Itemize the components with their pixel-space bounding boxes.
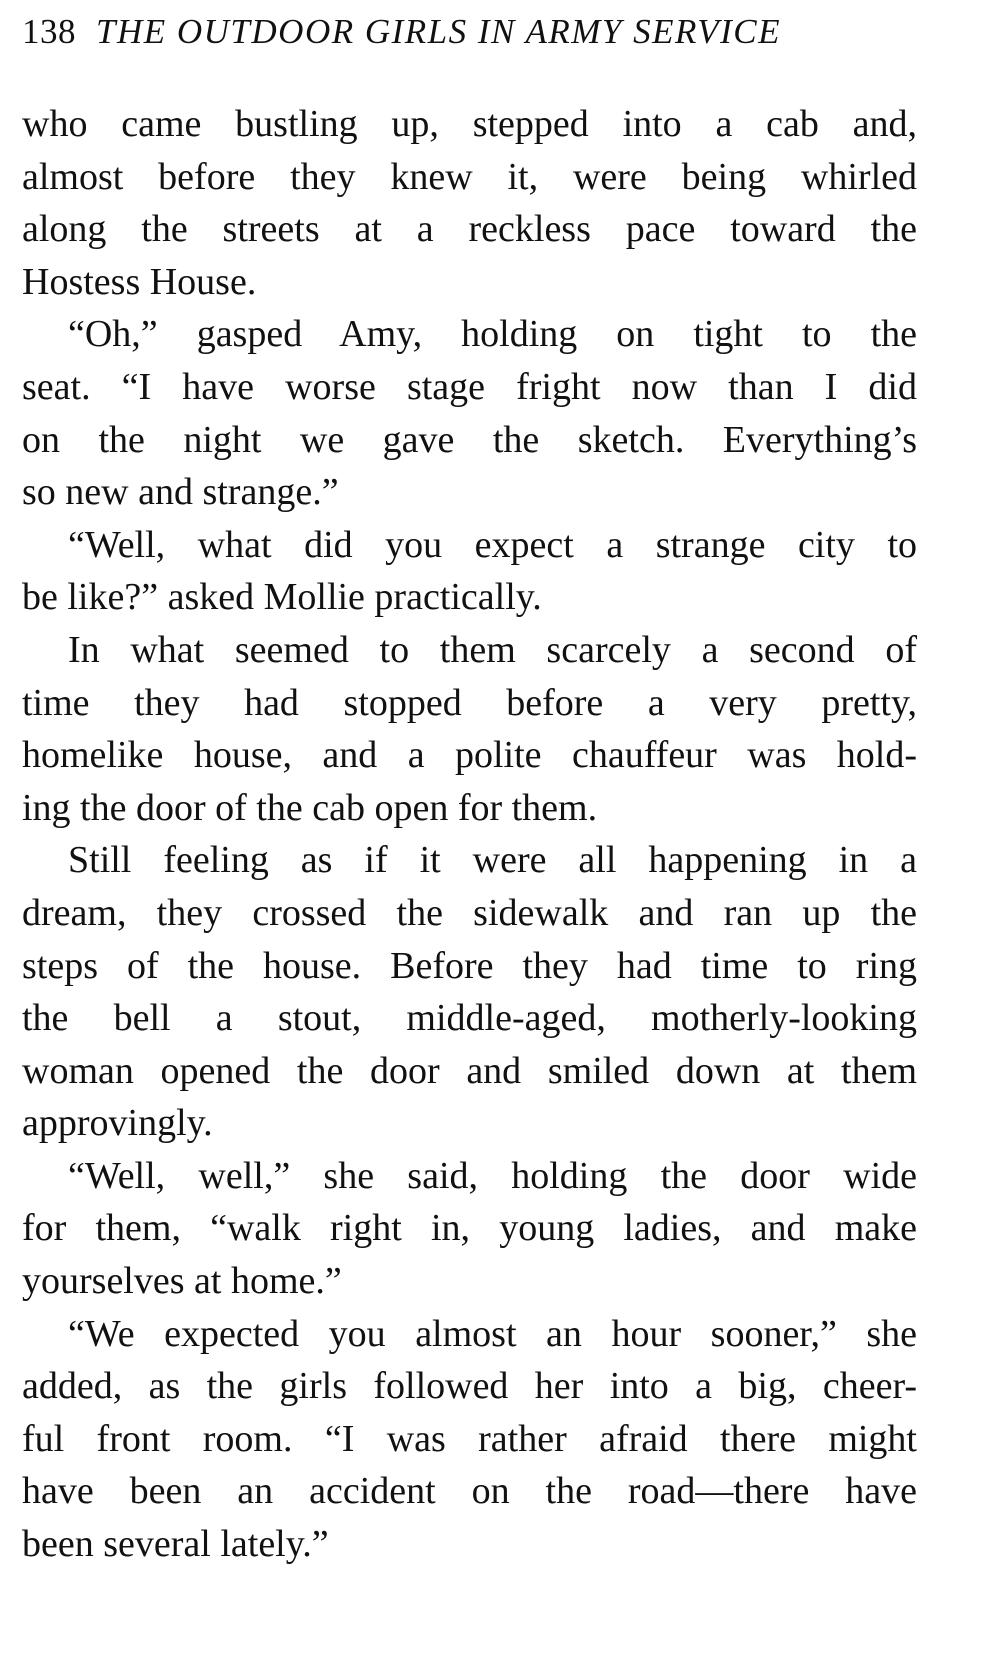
text-line: for them, “walk right in, young ladies, and make <box>22 1207 917 1250</box>
text-line: seat. “I have worse stage fright now than I did <box>22 365 917 408</box>
text-line: ing the door of the cab open for them. <box>22 786 598 829</box>
text-line: dream, they crossed the sidewalk and ran up the <box>22 891 917 934</box>
running-head <box>22 12 922 60</box>
text-line: on the night we gave the sketch. Everything’s <box>22 418 917 461</box>
text-line: so new and strange.” <box>22 471 339 514</box>
text-line: been several lately.” <box>22 1523 329 1566</box>
text-line: “Well, well,” she said, holding the door wide <box>68 1154 917 1197</box>
text-line: “Oh,” gasped Amy, holding on tight to the <box>68 313 917 356</box>
text-line: yourselves at home.” <box>22 1260 342 1303</box>
text-line: woman opened the door and smiled down at them <box>22 1049 917 1092</box>
text-line: be like?” asked Mollie practically. <box>22 576 542 619</box>
text-line: along the streets at a reckless pace toward the <box>22 208 917 251</box>
text-line: Still feeling as if it were all happening in a <box>68 839 917 882</box>
text-line: added, as the girls followed her into a big, cheer- <box>22 1365 917 1408</box>
text-line: steps of the house. Before they had time to ring <box>22 944 917 987</box>
text-line: ful front room. “I was rather afraid there might <box>22 1417 917 1460</box>
text-line: In what seemed to them scarcely a second of <box>68 628 917 671</box>
text-line: time they had stopped before a very pretty, <box>22 681 917 724</box>
body-text <box>22 98 917 1571</box>
text-line: who came bustling up, stepped into a cab and, <box>22 103 917 145</box>
page-number: 138 <box>22 12 76 51</box>
text-line: “Well, what did you expect a strange city to <box>68 523 917 566</box>
text-line: approvingly. <box>22 1102 213 1145</box>
text-line: have been an accident on the road—there have <box>22 1470 917 1513</box>
running-title: THE OUTDOOR GIRLS IN ARMY SERVICE <box>96 12 782 51</box>
text-line: the bell a stout, middle-aged, motherly-looking <box>22 997 917 1040</box>
text-line: almost before they knew it, were being whirled <box>22 155 917 198</box>
text-line: “We expected you almost an hour sooner,” she <box>68 1312 917 1355</box>
text-line: Hostess House. <box>22 260 257 303</box>
text-line: homelike house, and a polite chauffeur was hold- <box>22 734 917 777</box>
